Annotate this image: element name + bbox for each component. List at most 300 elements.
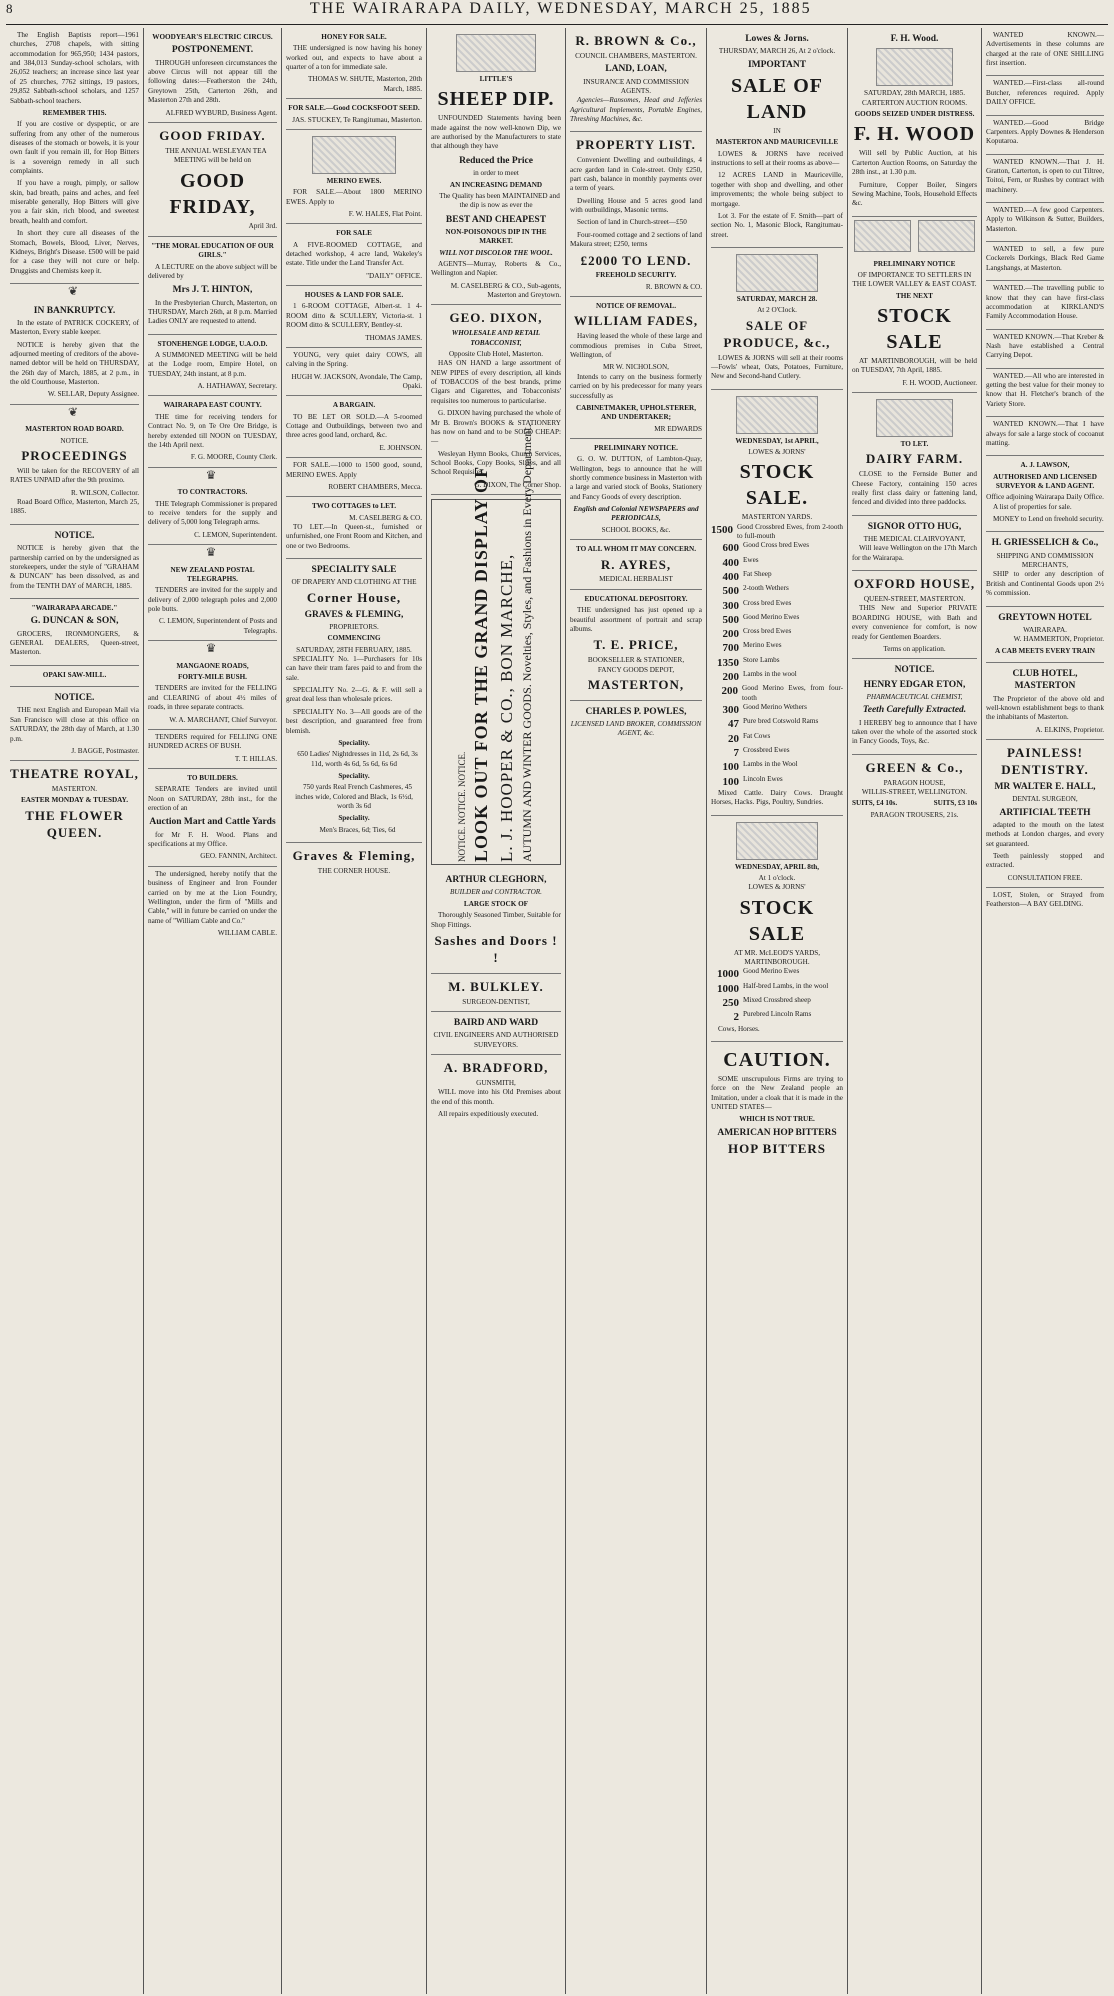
- mail-notice-text: THE next English and European Mail via San Francisco will close at this office on SATURDAY, the 28th day of March, at 1.30 p.m.: [10, 706, 139, 743]
- property-2: Dwelling House and 5 acres good land with outbuildings, Masonic terms.: [570, 196, 702, 215]
- surveyor-heading: AUTHORISED AND LICENSED SURVEYOR & LAND AGENT.: [993, 472, 1097, 490]
- mangaone-text: TENDERS are invited for the FELLING and CLEARING of about 4½ miles of roads, in three separate contracts.: [148, 684, 277, 712]
- stock-count: 2: [733, 1011, 739, 1024]
- oxford-terms: Terms on application.: [883, 644, 946, 653]
- column-4: [427, 28, 566, 1994]
- clairvoyant-label: THE MEDICAL CLAIRVOYANT,: [863, 535, 966, 544]
- stock-count: 400: [722, 556, 739, 569]
- stock-description: Good Cross bred Ewes: [743, 541, 810, 550]
- dairy-cows-text: YOUNG, very quiet dairy COWS, all calving in the Spring.: [286, 350, 422, 369]
- stock-row: [711, 717, 843, 731]
- mcleod-yards: AT MR. McLEOD'S YARDS, MARTINBOROUGH.: [733, 948, 821, 966]
- pharmaceutical-label: PHARMACEUTICAL CHEMIST,: [866, 692, 963, 701]
- wood-stock-sale-text: AT MARTINBOROUGH, will be held on TUESDAY, 7th April, 1885.: [852, 357, 977, 375]
- partnership-notice-heading: NOTICE.: [54, 530, 95, 541]
- ornament-icon: ❦: [67, 283, 82, 298]
- dixon-text: HAS ON HAND a large assortment of NEW PIPES of every description, all kinds of TOBACCOS of the best brands, prime Cigars and Cigarettes, and Tobacconists' requisites too numerous to particularise.: [431, 359, 561, 405]
- houses-land-heading: HOUSES & LAND FOR SALE.: [304, 291, 404, 300]
- dixon-address: Opposite Club Hotel, Masterton.: [448, 350, 544, 359]
- stock-list: [711, 523, 843, 789]
- martinborough-date: WEDNESDAY, APRIL 8th,: [734, 862, 820, 871]
- stock-description: Lincoln Ewes: [743, 774, 783, 783]
- the-next-label: THE NEXT: [896, 291, 933, 300]
- green-co-heading: GREEN & Co.,: [865, 759, 964, 775]
- speciality-label-3: Speciality.: [338, 814, 370, 823]
- property-4: Four-roomed cottage and 2 sections of land Makura street; £250, terms: [570, 230, 702, 249]
- dutton-text: G. O. W. DUTTON, of Lambton-Quay, Wellington, begs to announce that he will shortly commence business in Masterton with a large and varied stock of Books, Stationery and Fancy Goods of every description.: [570, 455, 702, 501]
- merino-ewes-text: FOR SALE.—1000 to 1500 good, sound, MERINO EWES. Apply: [286, 461, 422, 479]
- stock-count: 20: [728, 732, 739, 745]
- good-friday-large: GOOD FRIDAY,: [169, 170, 256, 219]
- stock-row: [711, 670, 843, 684]
- otto-hug-text: Will leave Wellington on the 17th March for the Wairarapa.: [852, 544, 977, 562]
- ornament-icon: ❦: [67, 404, 82, 419]
- dip-barrel-illustration-icon: [456, 34, 536, 72]
- chair-illustration-icon: [876, 48, 953, 86]
- stock-count: 300: [722, 704, 739, 717]
- powles-text: LICENSED LAND BROKER, COMMISSION AGENT, &c.: [570, 720, 702, 738]
- wanted-4: WANTED KNOWN.—That J. H. Gratton, Carterton, is open to cut Tiltree, Toitoi, Fern, or Rushes by contract with machinery.: [986, 157, 1104, 194]
- forty-mile-heading: FORTY-MILE BUSH.: [178, 673, 247, 682]
- circus-heading: WOODYEAR'S ELECTRIC CIRCUS.: [152, 33, 273, 41]
- fh-wood-heading: F. H. WOOD: [853, 123, 976, 146]
- bookseller-label: BOOKSELLER & STATIONER,: [587, 656, 685, 665]
- eton-notice-heading: NOTICE.: [894, 665, 935, 676]
- tea-meeting-text: THE ANNUAL WESLEYAN TEA MEETING will be held on: [165, 146, 267, 165]
- architect-signature: GEO. FANNIN, Architect.: [200, 852, 277, 861]
- property-list-heading: PROPERTY LIST.: [576, 137, 696, 153]
- stock-count: 500: [722, 613, 739, 626]
- large-stock-heading: LARGE STOCK OF: [463, 899, 529, 908]
- speciality-label-2: Speciality.: [338, 771, 370, 780]
- stock-row: [711, 556, 843, 570]
- rooms-to-let-text: TO LET.—In Queen-st., furnished or unfurnished, one Front Room and Kitchen, and one or two Bedrooms.: [286, 522, 422, 550]
- wood-auction-text: Will sell by Public Auction, at his Carterton Auction Rooms, on Saturday the 28th inst., at 1.30 p.m.: [852, 149, 977, 177]
- column-3: [282, 28, 427, 1994]
- hop-bitters-heading: HOP BITTERS: [727, 1141, 827, 1157]
- sheep-dip-text: UNFOUNDED Statements having been made against the now well-known Dip, we are authorised by the Manufacturers to state that although they have: [431, 114, 561, 151]
- road-board-notice-label: NOTICE.: [60, 436, 89, 445]
- east-county-signature: F. G. MOORE, County Clerk.: [190, 453, 277, 462]
- stock-description: Store Lambs: [743, 655, 780, 664]
- telegraphs-text: TENDERS are invited for the supply and delivery of 2,000 telegraph poles and 2,000 pole butts.: [148, 586, 277, 614]
- sheep-illustration-icon: [312, 136, 396, 174]
- bulkley-heading: M. BULKLEY.: [448, 978, 544, 994]
- stock-row: [711, 627, 843, 641]
- postmaster-signature: J. BAGGE, Postmaster.: [71, 746, 139, 755]
- herbalist-label: MEDICAL HERBALIST: [599, 575, 673, 584]
- stock-description: Purebred Lincoln Rams: [743, 1010, 812, 1019]
- livestock-illustrations: [852, 217, 977, 255]
- paragon-house-label: PARAGON HOUSE,: [883, 778, 946, 787]
- wanted-3: WANTED.—Good Bridge Carpenters. Apply Downes & Henderson Koputaroa.: [986, 118, 1104, 146]
- fades-text: Having leased the whole of these large and commodious premises in Cuba Street, Wellington, of: [570, 332, 702, 360]
- good-friday-date: April 3rd.: [248, 222, 277, 231]
- geo-dixon-heading: GEO. DIXON,: [449, 310, 543, 326]
- martinborough-time: At 1 o'clock.: [758, 873, 796, 882]
- in-order-text: in order to meet: [473, 169, 519, 178]
- educational-text: THE undersigned has just opened up a beautiful assortment of portrait and scrap albums.: [570, 606, 702, 633]
- stock-list-2: [711, 967, 843, 1024]
- stock-row: [711, 967, 843, 981]
- sale-of-produce-heading: SALE OF PRODUCE, &c.,: [723, 317, 831, 350]
- wanted-9: WANTED.—All who are interested in getting the best value for their money to know that H. Fletcher's branch of the Variety Store.: [986, 371, 1104, 408]
- removal-heading: NOTICE OF REMOVAL.: [595, 302, 677, 311]
- proceedings-heading: PROCEEDINGS: [21, 448, 128, 464]
- houses-land-text: 1 6-ROOM COTTAGE, Albert-st. 1 4-ROOM ditto & SCULLERY, Victoria-st. 1 ROOM ditto & SCULLERY, Bentley-st.: [286, 302, 422, 330]
- stock-count: 1500: [711, 523, 733, 536]
- bargain-text: TO BE LET OR SOLD.—A 5-roomed Cottage and Outbuildings, between two and three acres good land, orchard, &c.: [286, 412, 422, 440]
- lodge-heading: STONEHENGE LODGE, U.A.O.D.: [157, 339, 268, 348]
- proprietors-label: PROPRIETORS.: [329, 622, 379, 631]
- land-sale-intro: LOWES & JORNS have received instructions to sell at their rooms as above—: [711, 149, 843, 168]
- dairy-cows-signature: HUGH W. JACKSON, Avondale, The Camp, Opaki.: [291, 372, 422, 390]
- club-hotel-heading: CLUB HOTEL, MASTERTON: [1012, 668, 1078, 692]
- powles-heading: CHARLES P. POWLES,: [585, 706, 687, 717]
- martinborough-firm: LOWES & JORNS': [748, 883, 806, 892]
- road-board-date: Road Board Office, Masterton, March 25, 1885.: [10, 498, 139, 516]
- stock-description: Lambs in the Wool: [743, 760, 798, 769]
- reduced-price-heading: Reduced the Price: [459, 155, 533, 166]
- sale-of-land-heading: SALE OF LAND: [730, 75, 824, 124]
- hall-heading: MR WALTER E. HALL,: [994, 781, 1096, 792]
- column-7: [848, 28, 982, 1994]
- oxford-address: QUEEN-STREET, MASTERTON.: [863, 595, 966, 604]
- stock-row: [711, 599, 843, 613]
- american-hop-bitters: AMERICAN HOP BITTERS: [717, 1127, 837, 1138]
- bradford-heading: A. BRADFORD,: [443, 1059, 549, 1075]
- speciality-2: SPECIALITY No. 2—G. & F. will sell a great deal less than wholesale prices.: [286, 686, 422, 704]
- lodge-signature: A. HATHAWAY, Secretary.: [197, 382, 277, 391]
- concern-heading: TO ALL WHOM IT MAY CONCERN.: [575, 545, 697, 554]
- stock-row: [711, 570, 843, 584]
- cottages-let-signature: M. CASELBERG & CO.: [349, 513, 422, 522]
- lowes-jorns-heading: Lowes & Jorns.: [745, 34, 809, 44]
- foundry-signature: WILLIAM CABLE.: [217, 928, 277, 937]
- stock-count: 7: [733, 746, 739, 759]
- greytown-hotel-heading: GREYTOWN HOTEL: [998, 612, 1092, 623]
- suits-price-2: SUITS, £3 10s: [933, 799, 977, 808]
- stock-count: 100: [722, 775, 739, 788]
- painless-dentistry-heading: PAINLESS! DENTISTRY.: [1001, 745, 1089, 777]
- oxford-house-heading: OXFORD HOUSE,: [853, 576, 976, 592]
- stock-description: 2-tooth Wethers: [743, 584, 789, 593]
- best-cheapest-heading: BEST AND CHEAPEST: [445, 214, 547, 225]
- property-3: Section of land in Church-street—£50: [577, 218, 687, 227]
- otto-hug-heading: SIGNOR OTTO HUG,: [867, 521, 962, 532]
- edwards-signature: MR EDWARDS: [654, 424, 702, 433]
- contractors-signature: C. LEMON, Superintendent.: [194, 530, 277, 539]
- shipping-label: SHIPPING AND COMMISSION MERCHANTS,: [996, 551, 1094, 570]
- timber-text: Thoroughly Seasoned Timber, Suitable for Shop Fittings.: [431, 911, 561, 929]
- stock-row: [711, 541, 843, 555]
- wood-stock-sale-heading: STOCK SALE: [877, 305, 952, 354]
- column-1: [6, 28, 144, 1994]
- east-county-heading: WAIRARAPA EAST COUNTY.: [163, 401, 262, 410]
- sheep-illustration-icon: [736, 396, 817, 434]
- cocksfoot-heading: FOR SALE.—Good COCKSFOOT SEED.: [288, 104, 420, 113]
- wood-auction-date: SATURDAY, 28th MARCH, 1885. CARTERTON AUCTION ROOMS.: [861, 89, 968, 107]
- speciality-sale-heading: SPECIALITY SALE: [311, 565, 397, 576]
- good-friday-heading: GOOD FRIDAY.: [159, 127, 266, 143]
- proceedings-text: Will be taken for the RECOVERY of all RATES UNPAID after the 9th proximo.: [10, 467, 139, 485]
- stock-description: Good Merino Ewes: [743, 967, 800, 976]
- theatre-location: MASTERTON.: [51, 785, 98, 794]
- mail-notice-heading: NOTICE.: [54, 693, 95, 704]
- littles-heading: LITTLE'S: [479, 75, 513, 83]
- newspaper-title: THE WAIRARAPA DAILY, WEDNESDAY, MARCH 25, 1885: [309, 0, 812, 17]
- cab-heading: A CAB MEETS EVERY TRAIN: [995, 646, 1095, 655]
- hop-bitters-text-3: In short they cure all diseases of the Stomach, Bowels, Blood, Liver, Nerves, Kidneys, Bright's Disease. £500 will be paid for a case they will not cure or help. Druggists and Chemists keep it.: [10, 229, 139, 275]
- stock-row: [711, 523, 843, 542]
- commencing-label: COMMENCING: [327, 634, 381, 643]
- telegraphs-signature: C. LEMON, Superintendent of Posts and Telegraphs.: [159, 617, 277, 635]
- stock-row: [711, 684, 843, 703]
- in-label: IN: [773, 127, 781, 136]
- stock-count: 200: [722, 671, 739, 684]
- civil-engineers-label: CIVIL ENGINEERS AND AUTHORISED SURVEYORS.: [433, 1031, 559, 1049]
- wood-auctioneer: F. H. WOOD, Auctioneer.: [902, 378, 977, 387]
- stock-count: 47: [728, 718, 739, 731]
- stock-description: Fat Sheep: [743, 569, 772, 578]
- stock-row: [711, 656, 843, 670]
- cow-illustration-icon: [876, 399, 953, 437]
- stock-row: [711, 996, 843, 1010]
- suits-price-1: SUITS, £4 10s.: [852, 799, 898, 808]
- column-6: [707, 28, 848, 1994]
- wood-heading: F. H. Wood.: [890, 34, 939, 44]
- stock-row: [711, 746, 843, 760]
- cocksfoot-signature: JAS. STUCKEY, Te Rangitumau, Masterton.: [292, 115, 422, 124]
- contractors-text: THE Telegraph Commissioner is prepared to receive tenders for the supply and delivery of 5,000 long Telegraph arms.: [148, 499, 277, 527]
- preliminary-notice-heading: PRELIMINARY NOTICE.: [594, 443, 678, 452]
- lecture-text: In the Presbyterian Church, Masterton, on THURSDAY, March 26th, at 8 p.m. Married Ladies ONLY are requested to attend.: [148, 298, 277, 326]
- speciality-sale-sub: OF DRAPERY AND CLOTHING AT THE: [291, 578, 417, 587]
- honey-heading: HONEY FOR SALE.: [321, 33, 387, 41]
- teeth-extracted-heading: Teeth Carefully Extracted.: [862, 705, 967, 716]
- stock-row: [711, 641, 843, 655]
- arcade-heading: "WAIRARAPA ARCADE.": [31, 603, 118, 612]
- road-board-heading: MASTERTON ROAD BOARD.: [25, 425, 124, 434]
- corner-house-heading: Corner House,: [306, 589, 402, 605]
- bush-felling-text: TENDERS required for FELLING ONE HUNDRED ACRES OF BUSH.: [148, 732, 277, 751]
- cottage-sale-text: A FIVE-ROOMED COTTAGE, and detached workshop, 4 acre land, Wakeley's estate. Title under the Land Transfer Act.: [286, 240, 422, 268]
- stock-description: Good Crossbred Ewes, from 2-tooth to full-mouth: [737, 522, 843, 541]
- corner-house-footer: THE CORNER HOUSE.: [317, 867, 391, 876]
- lecturer-name: Mrs J. T. HINTON,: [172, 285, 253, 296]
- vertical-notice-label: NOTICE. NOTICE. NOTICE.: [456, 751, 467, 863]
- griesselich-text: SHIP to order any description of British and Continental Goods upon 2½ % commission.: [986, 570, 1104, 598]
- produce-text: LOWES & JORNS will sell at their rooms—Fowls' wheat, Oats, Potatoes, Furniture, New and Second-hand Cutlery.: [711, 353, 843, 381]
- bradford-text: WILL move into his Old Premises about the end of this month.: [431, 1088, 561, 1106]
- lodge-text: A SUMMONED MEETING will be held at the Lodge room, Empire Hotel, on TUESDAY, 24th instant, at 8 p.m.: [148, 351, 277, 378]
- non-poisonous-heading: NON-POISONOUS DIP IN THE MARKET.: [445, 227, 547, 246]
- property-1: Convenient Dwelling and outbuildings, 4 acre garden land in Cole-street. Only £250, part cash, balance in monthly payments over a term of years.: [570, 156, 702, 193]
- sashes-doors-heading: Sashes and Doors ! !: [434, 932, 558, 965]
- honey-signature: THOMAS W. SHUTE, Masterton, 20th March, 1885.: [307, 75, 422, 93]
- stock-row: [711, 703, 843, 717]
- graves-fleming-heading: GRAVES & FLEMING,: [304, 609, 404, 620]
- bargain-heading: A BARGAIN.: [332, 401, 376, 410]
- cabinetmaker-heading: CABINETMAKER, UPHOLSTERER, AND UNDERTAKER;: [575, 403, 696, 422]
- dip-agents: AGENTS—Murray, Roberts & Co., Wellington and Napier.: [431, 260, 561, 278]
- oxford-text: THIS New and Superior PRIVATE BOARDING HOUSE, with Bath and every convenience for comfort, is now ready for Gentlemen Boarders.: [852, 604, 977, 641]
- merino-text: FOR SALE.—About 1800 MERINO EWES. Apply to: [286, 188, 422, 206]
- stock-count: 600: [722, 542, 739, 555]
- bankruptcy-signature: W. SELLAR, Deputy Assignee.: [47, 390, 139, 399]
- speciality-1: SPECIALITY No. 1—Purchasers for 10s can have their tram fares paid to and from the sale.: [286, 655, 422, 682]
- dairy-farm-heading: DAIRY FARM.: [865, 451, 964, 467]
- agencies-text: Agencies—Ransomes, Head and Jefferies Agricultural Implements, Portable Engines, Threshing Machines, &c.: [570, 96, 702, 124]
- stock-description: Pure bred Cotswold Rams: [743, 717, 819, 726]
- builders-text: SEPARATE Tenders are invited until Noon on SATURDAY, 28th inst., for the erection of an: [148, 785, 277, 813]
- stock-description: Good Merino Ewes: [743, 612, 800, 621]
- circus-signature: ALFRED WYBURD, Business Agent.: [165, 108, 277, 117]
- stock-count: 200: [722, 628, 739, 641]
- masthead: [6, 0, 1108, 25]
- increasing-demand-heading: AN INCREASING DEMAND: [449, 180, 543, 189]
- newspapers-heading: English and Colonial NEWSPAPERS and PERIODICALS,: [573, 505, 699, 523]
- bankruptcy-estate: In the estate of PATRICK COCKERY, of Masterton, Every stable keeper.: [10, 318, 139, 337]
- to-let-heading: TO LET.: [900, 440, 929, 449]
- auction-mart-heading: Auction Mart and Cattle Yards: [149, 817, 276, 828]
- stock-count: 400: [722, 570, 739, 583]
- masterton-heading: MASTERTON,: [587, 676, 685, 692]
- discolor-heading: WILL NOT DISCOLOR THE WOOL.: [439, 248, 553, 257]
- baptist-report: The English Baptists report—1961 churches, 2708 chapels, with sitting accommodation for 965,950; 1434 pastors, and 384,013 Sunday-school scholars, with 26,052 teachers; an increase since last year of 25 churches, 7762 sittings, 19 pastors, 29,852 Sabbath-school scholars, and 1257 Sabbath-school teachers.: [10, 31, 139, 105]
- stock-description: Half-bred Lambs, in the wool: [743, 981, 829, 990]
- trousers-price: PARAGON TROUSERS, 21s.: [870, 810, 959, 819]
- club-hotel-text: The Proprietor of the above old and well-known establishment begs to thank the inhabitants of Masterton.: [986, 694, 1104, 722]
- stock-description: Ewes: [743, 555, 759, 564]
- wanted-2: WANTED.—First-class all-round Butcher, references required. Apply DAILY OFFICE.: [986, 79, 1104, 107]
- stock-count: 1000: [717, 968, 739, 981]
- price-heading: T. E. PRICE,: [593, 637, 679, 653]
- stock-extras: Mixed Cattle. Dairy Cows. Draught Horses, Hacks. Pigs, Poultry, Sundries.: [711, 788, 843, 807]
- braces-text: Men's Braces, 6d; Ties, 6d: [319, 825, 396, 834]
- stock-description: Fat Cows: [743, 731, 771, 740]
- distress-heading: GOODS SEIZED UNDER DISTRESS.: [854, 110, 975, 119]
- stock-sale-date: WEDNESDAY, 1st APRIL,: [735, 436, 819, 445]
- stock-row: [711, 982, 843, 996]
- stock-count: 200: [721, 685, 739, 698]
- brown-address: COUNCIL CHAMBERS, MASTERTON.: [575, 51, 697, 60]
- stock-row: [711, 775, 843, 789]
- stock-row: [711, 584, 843, 598]
- commencing-date: SATURDAY, 28TH FEBRUARY, 1885.: [296, 645, 412, 654]
- column-8: [982, 28, 1108, 1994]
- surgeon-dentist-label: SURGEON-DENTIST,: [462, 997, 530, 1006]
- consultation-free: CONSULTATION FREE.: [1007, 873, 1083, 882]
- bradford-repairs: All repairs expeditiously executed.: [438, 1109, 539, 1118]
- important-heading: IMPORTANT: [747, 59, 807, 70]
- dixon-signature: G. DIXON, The Corner Shop.: [474, 480, 561, 489]
- cottage-sale-heading: FOR SALE: [336, 229, 372, 238]
- freehold-heading: FREEHOLD SECURITY.: [595, 271, 677, 280]
- speciality-3: SPECIALITY No. 3—All goods are of the best description, and guaranteed free from blemish.: [286, 707, 422, 735]
- page-number: 8: [6, 1, 14, 16]
- land-sale-date: THURSDAY, MARCH 26, At 2 o'clock.: [718, 47, 836, 56]
- saw-mill-heading: OPAKI SAW-MILL.: [42, 670, 107, 679]
- wanted-5: WANTED.—A few good Carpenters. Apply to Wilkinson & Sutter, Builders, Masterton.: [986, 206, 1104, 233]
- wood-goods-text: Furniture, Copper Boiler, Singers Sewing Machine, Tools, Household Effects &c.: [852, 180, 977, 208]
- teeth-stopped: Teeth painlessly stopped and extracted.: [986, 851, 1104, 870]
- lawson-heading: A. J. LAWSON,: [1020, 461, 1070, 470]
- columns: [6, 28, 1108, 1994]
- fades-intends: Intends to carry on the business formerly carried on by his predecessor for many years successfully as: [570, 372, 702, 400]
- fades-heading: WILLIAM FADES,: [573, 313, 699, 329]
- merino-signature: F. W. HALES, Flat Point.: [348, 209, 422, 218]
- stock-sale-heading: STOCK SALE.: [739, 461, 815, 510]
- stock-count: 100: [722, 761, 739, 774]
- dental-surgeon-label: DENTAL SURGEON,: [1012, 795, 1078, 804]
- wood-preliminary-heading: PRELIMINARY NOTICE: [873, 259, 956, 268]
- honey-text: THE undersigned is now having his honey worked out, and expects to have about a quarter of a ton for immediate sale.: [286, 44, 422, 72]
- wanted-7: WANTED.—The travelling public to know that they can have first-class accommodation at KIRKLAND'S Family Accommodation House.: [986, 284, 1104, 321]
- auction-mart-text: for Mr F. H. Wood. Plans and specifications at my Office.: [148, 830, 277, 849]
- cattle-icon: [854, 220, 911, 252]
- vertical-novelties: AUTUMN AND WINTER GOODS. Novelties, Styles, and Fashions in Every Department.: [519, 424, 534, 863]
- crest-icon: ♛: [205, 467, 220, 482]
- artificial-teeth-heading: ARTIFICIAL TEETH: [999, 807, 1091, 818]
- cows-horses: Cows, Horses.: [718, 1024, 760, 1033]
- hammerton-signature: W. HAMMERTON, Proprietor.: [1013, 635, 1104, 644]
- theatre-dates: EASTER MONDAY & TUESDAY.: [20, 796, 129, 805]
- wanted-6: WANTED to sell, a few pure Cockerels Dorkings, Black Red Game Langshangs, at Masterton.: [986, 245, 1104, 272]
- stock-description: Merino Ewes: [743, 641, 782, 650]
- lecture-intro: A LECTURE on the above subject will be delivered by: [148, 262, 277, 280]
- baird-ward-heading: BAIRD AND WARD: [453, 1017, 539, 1028]
- dixon-books-text: G. DIXON having purchased the whole of Mr B. Brown's BOOKS & STATIONERY has now on hand and to be SOLD CHEAP:—: [431, 409, 561, 446]
- houses-land-signature: THOMAS JAMES.: [365, 333, 422, 342]
- elkins-signature: A. ELKINS, Proprietor.: [1035, 725, 1104, 734]
- stock-description: Lambs in the wool: [743, 670, 797, 679]
- eton-heading: HENRY EDGAR ETON,: [863, 679, 966, 690]
- hop-bitters-text-2: If you have a rough, pimply, or sallow skin, bad breath, pains and aches, and feel miserable generally, Hop Bitters will give you a fair skin, rich blood, and sweetest breath, health and comfort.: [10, 179, 139, 225]
- cleghorn-trade: BUILDER and CONTRACTOR.: [450, 888, 542, 897]
- postponement-heading: POSTPONEMENT.: [171, 45, 254, 56]
- circus-text: THROUGH unforeseen circumstances the above Circus will not appear till the following dates:—Featherston the 24th, Greytown 25th, Carterton 26th, and Masterton 27th and 28th.: [148, 58, 277, 105]
- teeth-text: adapted to the mouth on the latest methods at London charges, and every set guaranteed.: [986, 820, 1104, 848]
- dixon-books-list: Wesleyan Hymn Books, Church Services, School Books, Copy Books, Slates, and all School Requisites.: [431, 449, 561, 477]
- gunsmith-label: GUNSMITH,: [476, 1078, 516, 1087]
- stock-sale-yards: MASTERTON YARDS.: [741, 513, 813, 522]
- cottages-let-heading: TWO COTTAGES to LET.: [311, 502, 396, 511]
- stock-count: 1350: [717, 656, 739, 669]
- dip-subagents: M. CASELBERG & CO., Sub-agents, Masterton and Greytown.: [450, 281, 561, 300]
- foundry-notice: The undersigned, hereby notify that the business of Engineer and Iron Founder carried on by me at the Lion Foundry, Wellington, under the firm of "Mills and Cable," will in future be carried on under the name of "William Cable and Co.": [148, 869, 277, 925]
- ayres-heading: R. AYRES,: [600, 556, 672, 572]
- cattle-illustration-icon: [736, 822, 817, 860]
- theatre-royal-heading: THEATRE ROYAL,: [10, 766, 139, 782]
- caution-heading: CAUTION.: [723, 1048, 831, 1071]
- stock-count: 1000: [717, 982, 739, 995]
- contractors-heading: TO CONTRACTORS.: [177, 488, 248, 497]
- speciality-label-1: Speciality.: [338, 738, 370, 747]
- bankruptcy-notice: NOTICE is hereby given that the adjourned meeting of creditors of the above-named debtor will be held on THURSDAY, the 26th day of March, 1885, at 2 p.m., in the old Courthouse, Masterton.: [10, 340, 139, 387]
- caution-text: SOME unscrupulous Firms are trying to force on the New Zealand people an Imitation, under a cloak that it is made in the UNITED STATES—: [711, 1074, 843, 1111]
- lost-gelding: LOST, Stolen, or Strayed from Featherston—A BAY GELDING.: [986, 891, 1104, 909]
- graves-fleming-footer: Graves & Fleming,: [292, 848, 416, 864]
- column-2: [144, 28, 282, 1994]
- wanted-8: WANTED KNOWN.—That Kreber & Nash have established a Central Carrying Depot.: [986, 332, 1104, 360]
- crest-icon: ♛: [205, 641, 220, 656]
- sheep-dip-heading: SHEEP DIP.: [437, 88, 555, 111]
- martinborough-stock-heading: STOCK SALE: [739, 896, 815, 945]
- vertical-look-out: LOOK OUT FOR THE GRAND DISPLAY OF: [471, 466, 492, 863]
- nicholson-label: MR W. NICHOLSON,: [603, 363, 669, 372]
- land-lot-3: Lot 3. For the estate of F. Smith—part of section No. 1, Masonic Block, Rangitumau-street.: [711, 211, 843, 239]
